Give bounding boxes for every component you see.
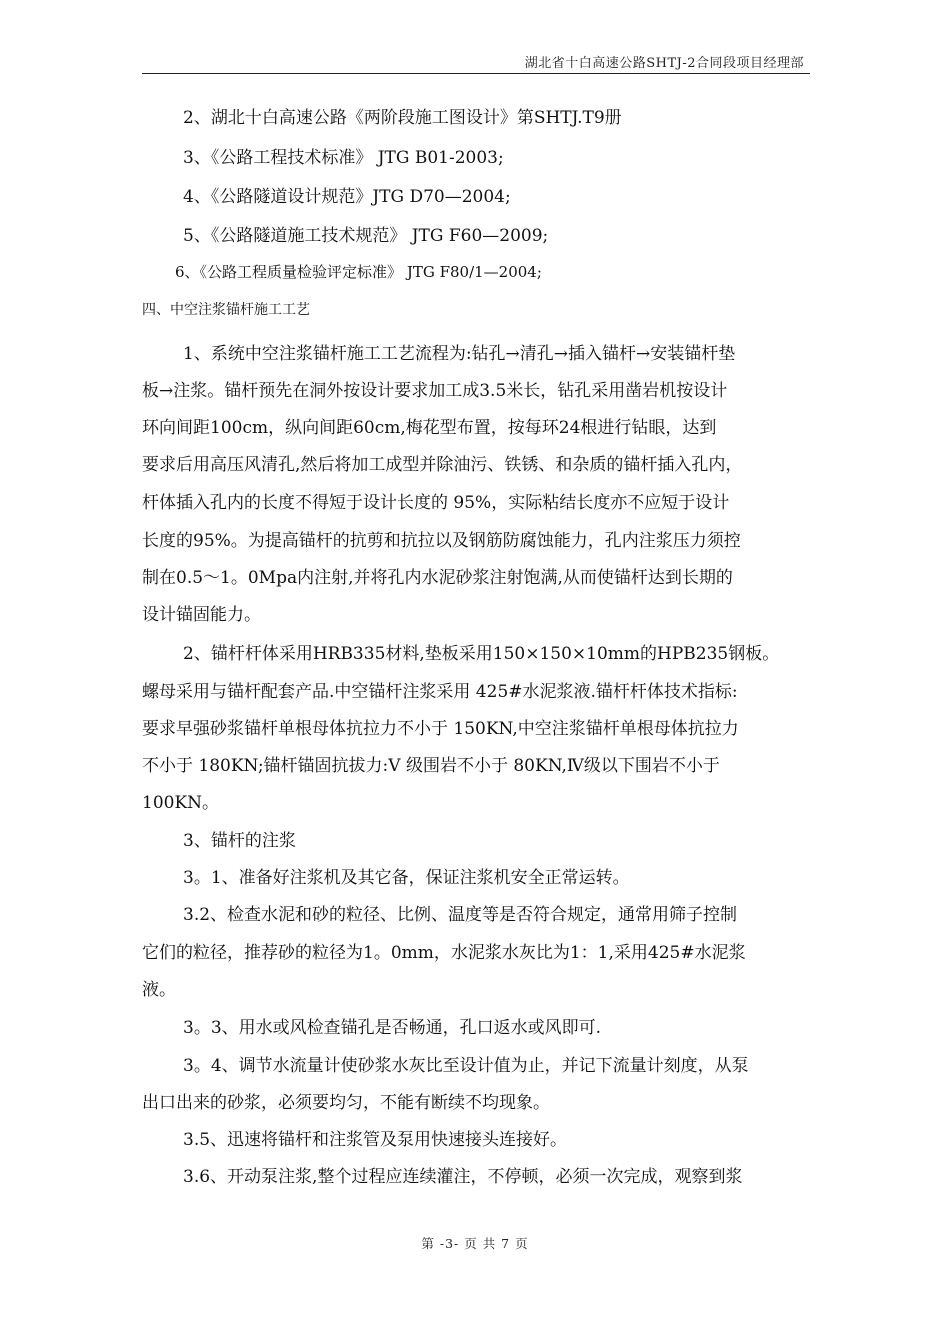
- para1-line: 板→注浆。锚杆预先在洞外按设计要求加工成3.5米长，钻孔采用凿岩机按设计: [142, 381, 728, 401]
- page-footer: 第 -3- 页 共 7 页: [421, 1236, 529, 1251]
- para2-line: 2、锚杆杆体采用HRB335材料,垫板采用150×150×10mm的HPB235钢板。: [183, 644, 780, 664]
- para1-line: 要求后用高压风清孔,然后将加工成型并除油污、铁锈、和杂质的锚杆插入孔内，: [142, 455, 743, 475]
- para1-line: 1、系统中空注浆锚杆施工工艺流程为:钻孔→清孔→插入锚杆→安装锚杆垫: [183, 344, 736, 364]
- para1-line: 长度的95%。为提高锚杆的抗剪和抗拉以及钢筋防腐蚀能力，孔内注浆压力须控: [142, 531, 741, 551]
- sub3-title: 3、锚杆的注浆: [183, 831, 296, 851]
- step-line: 3.2、检查水泥和砂的粒径、比例、温度等是否符合规定，通常用筛子控制: [183, 905, 738, 925]
- para2-line: 螺母采用与锚杆配套产品.中空锚杆注浆采用 425#水泥浆液.锚杆杆体技术指标:: [142, 682, 738, 702]
- step-line: 3。1、准备好注浆机及其它备，保证注浆机安全正常运转。: [183, 868, 630, 888]
- step-line: 出口出来的砂浆，必须要均匀，不能有断续不均现象。: [142, 1093, 550, 1113]
- step-line: 3。4、调节水流量计使砂浆水灰比至设计值为止，并记下流量计刻度，从泵: [183, 1056, 749, 1076]
- header-rule: [142, 73, 810, 74]
- section-title: 四、中空注浆锚杆施工工艺: [142, 302, 310, 318]
- ref-line: 3、《公路工程技术标准》 JTG B01-2003;: [183, 148, 504, 168]
- ref-line: 5、《公路隧道施工技术规范》 JTG F60—2009;: [183, 226, 549, 246]
- para1-line: 环向间距100cm，纵向间距60cm,梅花型布置，按每环24根进行钻眼，达到: [142, 418, 717, 438]
- para1-line: 制在0.5～1。0Mpa内注射,并将孔内水泥砂浆注射饱满,从而使锚杆达到长期的: [142, 568, 733, 588]
- step-line: 液。: [142, 980, 176, 1000]
- step-line: 3。3、用水或风检查锚孔是否畅通，孔口返水或风即可.: [183, 1018, 602, 1038]
- ref-line: 6、《公路工程质量检验评定标准》 JTG F80/1—2004;: [175, 263, 542, 281]
- para1-line: 杆体插入孔内的长度不得短于设计长度的 95%，实际粘结长度亦不应短于设计: [142, 493, 730, 513]
- para2-line: 不小于 180KN;锚杆锚固抗拔力:V 级围岩不小于 80KN,Ⅳ级以下围岩不小于: [142, 756, 720, 776]
- header-text: 湖北省十白高速公路SHTJ-2合同段项目经理部: [524, 56, 804, 71]
- para2-line: 100KN。: [142, 793, 220, 813]
- step-line: 它们的粒径，推荐砂的粒径为1。0mm，水泥浆水灰比为1：1,采用425#水泥浆: [142, 943, 746, 963]
- ref-line: 4、《公路隧道设计规范》JTG D70—2004;: [183, 187, 511, 207]
- para1-line: 设计锚固能力。: [142, 605, 261, 625]
- page-header: [142, 52, 810, 74]
- step-line: 3.6、开动泵注浆,整个过程应连续灌注，不停顿，必须一次完成，观察到浆: [183, 1167, 743, 1187]
- para2-line: 要求早强砂浆锚杆单根母体抗拉力不小于 150KN,中空注浆锚杆单根母体抗拉力: [142, 719, 739, 739]
- step-line: 3.5、迅速将锚杆和注浆管及泵用快速接头连接好。: [183, 1130, 568, 1150]
- ref-line: 2、湖北十白高速公路《两阶段施工图设计》第SHTJ.T9册: [183, 108, 622, 128]
